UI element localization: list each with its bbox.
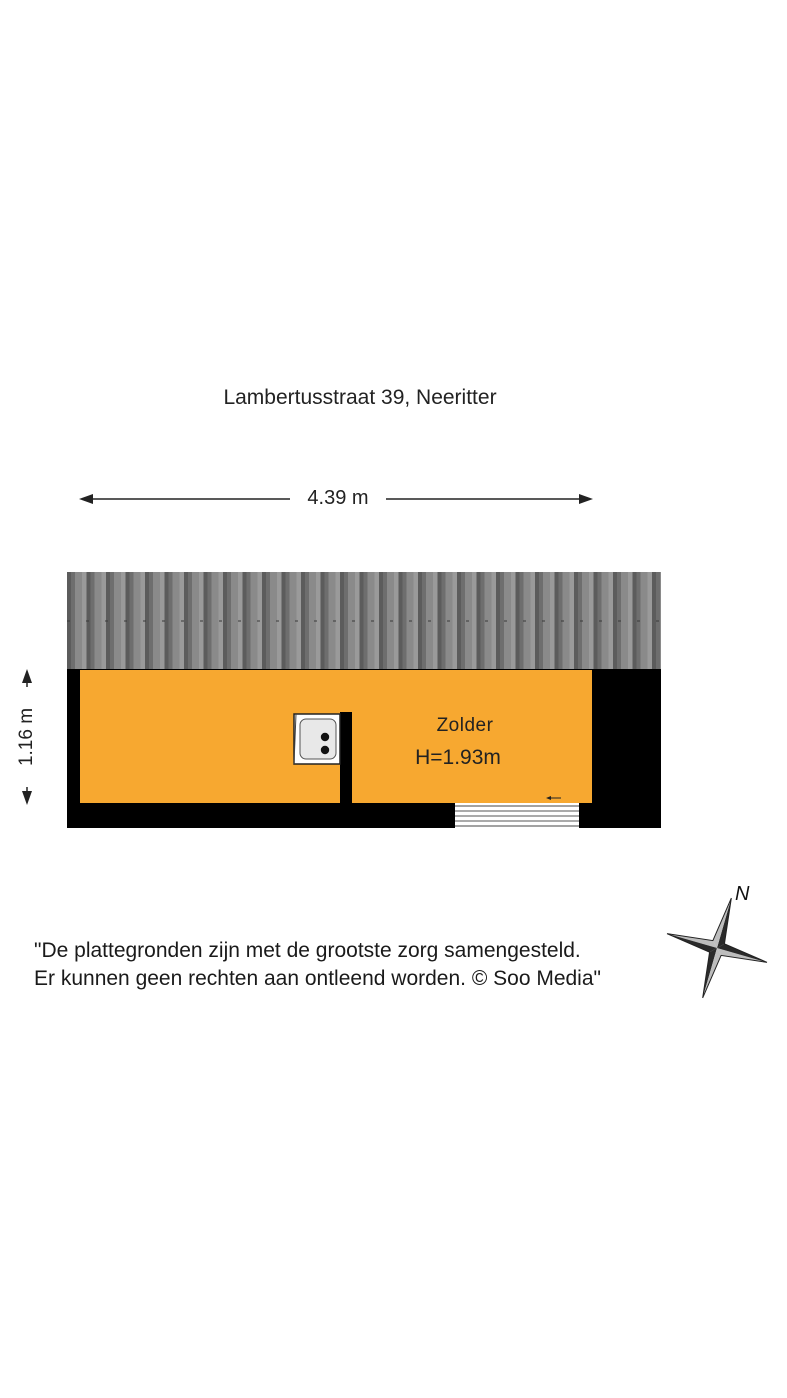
arrow-left-icon xyxy=(79,494,93,504)
stair-opening xyxy=(455,803,579,828)
compass-north-label: N xyxy=(735,883,750,905)
disclaimer-line-2: Er kunnen geen rechten aan ontleend worden. © Soo Media" xyxy=(34,967,601,990)
chimney-icon xyxy=(294,714,340,764)
disclaimer-line-1: "De plattegronden zijn met de grootste zorg samengesteld. xyxy=(34,939,581,962)
roof-area xyxy=(67,572,661,670)
room-name: Zolder xyxy=(436,715,494,736)
height-dimension-label: 1.16 m xyxy=(16,687,38,787)
arrow-up-icon xyxy=(22,669,32,683)
arrow-down-icon xyxy=(22,791,32,805)
disclaimer xyxy=(34,937,674,993)
arrow-right-icon xyxy=(579,494,593,504)
room-height: H=1.93m xyxy=(415,746,501,769)
page-title: Lambertusstraat 39, Neeritter xyxy=(223,386,497,409)
partition-wall xyxy=(340,712,352,804)
width-dimension-label: 4.39 m xyxy=(290,487,386,510)
